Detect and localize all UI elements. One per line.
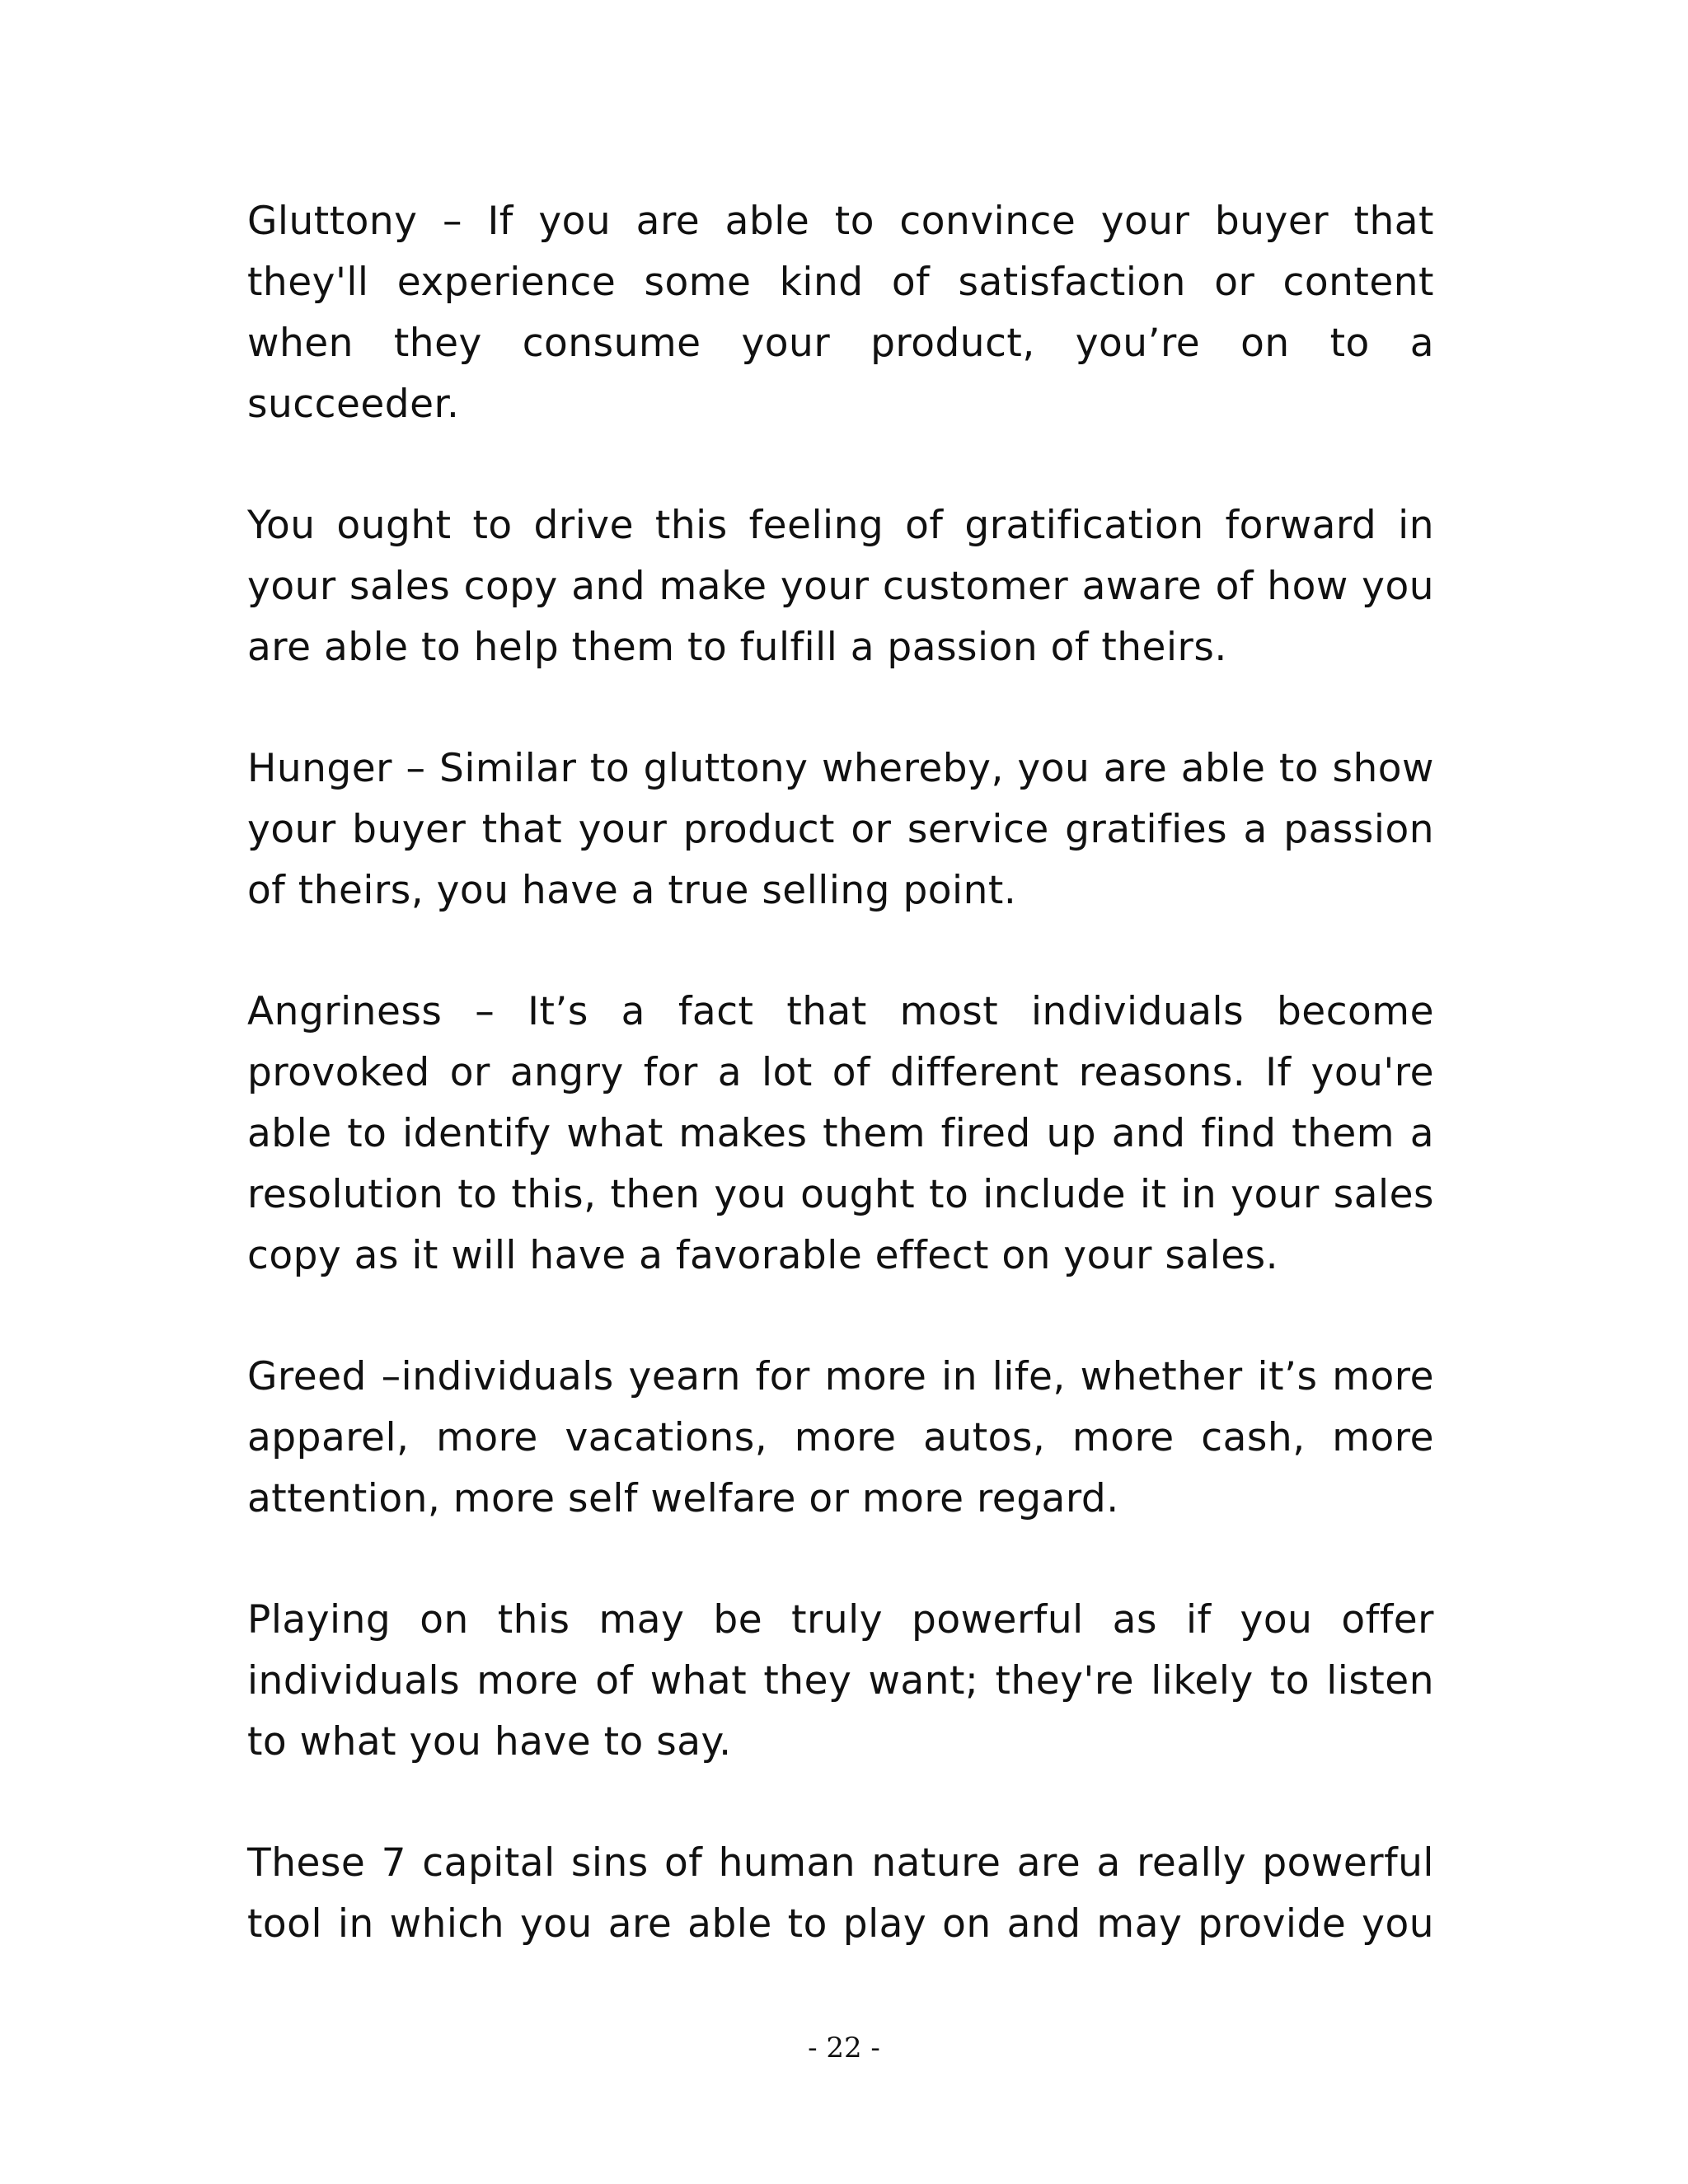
paragraph-capital-sins: These 7 capital sins of human nature are a really powerful tool in which you are able to play on and may provide you: [247, 1840, 1434, 1947]
paragraph-gratification: You ought to drive this feeling of gratification forward in your sales copy and make your customer aware of how you are able to help them to fulfill a passion of theirs.: [247, 503, 1434, 670]
paragraph-greed: Greed –individuals yearn for more in life, whether it’s more apparel, more vacations, more autos, more cash, more attention, more self welfare or more regard.: [247, 1354, 1434, 1521]
page-number: - 22 -: [808, 2032, 880, 2064]
body-text: [247, 191, 1434, 1955]
paragraph-hunger: Hunger – Similar to gluttony whereby, you are able to show your buyer that your product or service gratifies a passion of theirs, you have a true selling point.: [247, 746, 1434, 913]
paragraph-playing: Playing on this may be truly powerful as if you offer individuals more of what they want; they're likely to listen to what you have to say.: [247, 1597, 1434, 1765]
paragraph-gluttony: Gluttony – If you are able to convince your buyer that they'll experience some kind of satisfaction or content when they consume your product, you’re on to a succeeder.: [247, 199, 1434, 427]
paragraph-angriness: Angriness – It’s a fact that most individuals become provoked or angry for a lot of different reasons. If you're able to identify what makes them fired up and find them a resolution to this, then you ought to include it in your sales copy as it will have a favorable effect on your sales.: [247, 989, 1434, 1278]
